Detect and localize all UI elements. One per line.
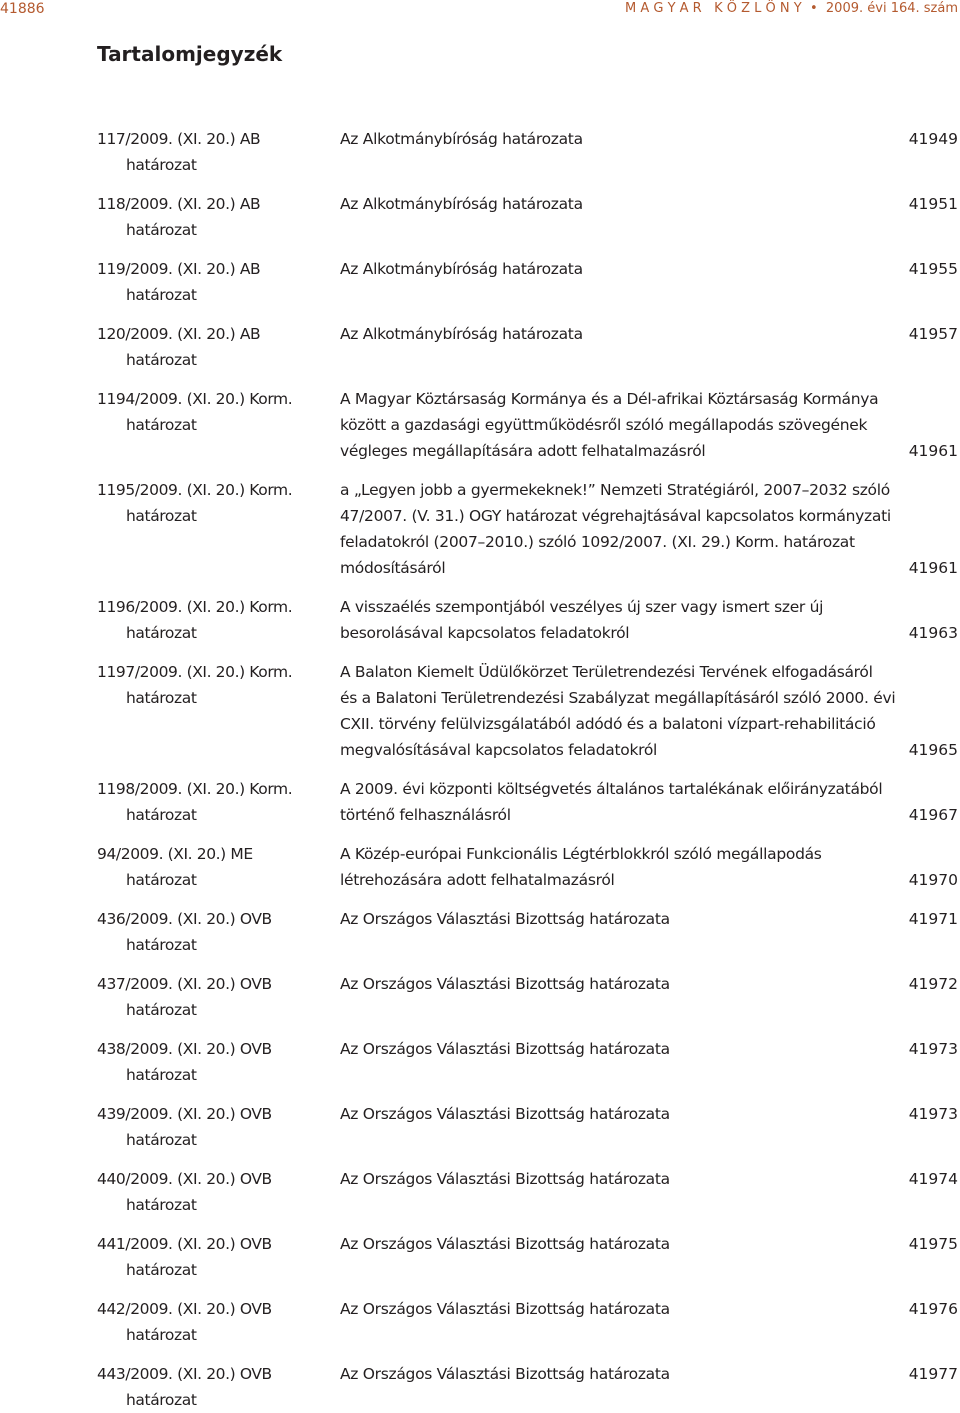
entry-kind: határozat bbox=[126, 936, 197, 954]
entry-kind: határozat bbox=[126, 689, 197, 707]
entry-ref-number: 1196/2009. (XI. 20.) Korm. bbox=[97, 598, 293, 616]
entry-description-line: történő felhasználásról bbox=[340, 806, 511, 824]
toc-entry bbox=[0, 1036, 960, 1088]
entry-kind: határozat bbox=[126, 286, 197, 304]
toc-entry bbox=[0, 126, 960, 178]
entry-reference bbox=[97, 191, 307, 243]
entry-description-line: 47/2007. (V. 31.) OGY határozat végrehajtásával kapcsolatos kormányzati bbox=[340, 507, 891, 525]
entry-description bbox=[340, 321, 860, 347]
entry-description-line: A 2009. évi központi költségvetés általános tartalékának előirányzatából bbox=[340, 780, 883, 798]
entry-description-line: A Balaton Kiemelt Üdülőkörzet Területrendezési Tervének elfogadásáról bbox=[340, 663, 873, 681]
entry-description-line: Az Országos Választási Bizottság határozata bbox=[340, 975, 670, 993]
entry-description bbox=[340, 386, 879, 464]
entry-description-line: Az Alkotmánybíróság határozata bbox=[340, 130, 583, 148]
entry-ref-number: 119/2009. (XI. 20.) AB bbox=[97, 260, 261, 278]
entry-page-number[interactable]: 41974 bbox=[908, 1170, 958, 1188]
entry-description bbox=[340, 477, 891, 581]
entry-page-number[interactable]: 41963 bbox=[908, 624, 958, 642]
entry-ref-number: 437/2009. (XI. 20.) OVB bbox=[97, 975, 272, 993]
entry-ref-number: 441/2009. (XI. 20.) OVB bbox=[97, 1235, 272, 1253]
entry-page-number[interactable]: 41972 bbox=[908, 975, 958, 993]
entry-description-line: Az Országos Választási Bizottság határozata bbox=[340, 910, 670, 928]
entry-reference bbox=[97, 906, 307, 958]
entry-reference bbox=[97, 477, 307, 529]
entry-description-line: Az Országos Választási Bizottság határozata bbox=[340, 1170, 670, 1188]
entry-page-number[interactable]: 41949 bbox=[908, 130, 958, 148]
entry-description bbox=[340, 1166, 860, 1192]
toc-entry bbox=[0, 386, 960, 464]
toc-entry bbox=[0, 256, 960, 308]
entry-kind: határozat bbox=[126, 507, 197, 525]
entry-description bbox=[340, 971, 860, 997]
entry-page-number[interactable]: 41975 bbox=[908, 1235, 958, 1253]
entry-description-line: Az Országos Választási Bizottság határozata bbox=[340, 1105, 670, 1123]
entry-ref-number: 1198/2009. (XI. 20.) Korm. bbox=[97, 780, 293, 798]
toc-entry bbox=[0, 776, 960, 828]
entry-reference bbox=[97, 386, 307, 438]
entry-description-line: Az Országos Választási Bizottság határozata bbox=[340, 1365, 670, 1383]
entry-page-number[interactable]: 41977 bbox=[908, 1365, 958, 1383]
toc-entry bbox=[0, 594, 960, 646]
entry-kind: határozat bbox=[126, 624, 197, 642]
toc-entry bbox=[0, 1231, 960, 1283]
entry-description-line: módosításáról bbox=[340, 559, 446, 577]
entry-description-line: CXII. törvény felülvizsgálatából adódó és a balatoni vízpart-rehabilitáció bbox=[340, 715, 876, 733]
entry-description-line: Az Alkotmánybíróság határozata bbox=[340, 260, 583, 278]
entry-reference bbox=[97, 1231, 307, 1283]
entry-reference bbox=[97, 321, 307, 373]
entry-description-line: Az Országos Választási Bizottság határozata bbox=[340, 1300, 670, 1318]
entry-kind: határozat bbox=[126, 1391, 197, 1409]
entry-kind: határozat bbox=[126, 1131, 197, 1149]
entry-kind: határozat bbox=[126, 806, 197, 824]
entry-description bbox=[340, 1036, 860, 1062]
entry-description-line: létrehozására adott felhatalmazásról bbox=[340, 871, 615, 889]
toc-entry bbox=[0, 1296, 960, 1348]
entry-description-line: A visszaélés szempontjából veszélyes új szer vagy ismert szer új bbox=[340, 598, 824, 616]
entry-page-number[interactable]: 41961 bbox=[908, 442, 958, 460]
entry-page-number[interactable]: 41973 bbox=[908, 1040, 958, 1058]
page-number: 41886 bbox=[0, 1, 45, 17]
entry-kind: határozat bbox=[126, 1066, 197, 1084]
entry-description-line: megvalósításával kapcsolatos feladatokról bbox=[340, 741, 658, 759]
entry-ref-number: 118/2009. (XI. 20.) AB bbox=[97, 195, 261, 213]
toc-entry bbox=[0, 1166, 960, 1218]
entry-description bbox=[340, 1101, 860, 1127]
entry-description-line: A Magyar Köztársaság Kormánya és a Dél-afrikai Köztársaság Kormánya bbox=[340, 390, 879, 408]
entry-page-number[interactable]: 41976 bbox=[908, 1300, 958, 1318]
entry-reference bbox=[97, 1101, 307, 1153]
toc-entry bbox=[0, 321, 960, 373]
entry-reference bbox=[97, 776, 307, 828]
entry-description-line: Az Alkotmánybíróság határozata bbox=[340, 195, 583, 213]
entry-kind: határozat bbox=[126, 1001, 197, 1019]
toc-entry bbox=[0, 191, 960, 243]
entry-kind: határozat bbox=[126, 416, 197, 434]
entry-description bbox=[340, 191, 860, 217]
entry-kind: határozat bbox=[126, 871, 197, 889]
entry-description bbox=[340, 906, 860, 932]
entry-description bbox=[340, 256, 860, 282]
entry-ref-number: 1194/2009. (XI. 20.) Korm. bbox=[97, 390, 293, 408]
entry-ref-number: 94/2009. (XI. 20.) ME bbox=[97, 845, 253, 863]
entry-page-number[interactable]: 41971 bbox=[908, 910, 958, 928]
entry-description-line: Az Országos Választási Bizottság határozata bbox=[340, 1235, 670, 1253]
entry-kind: határozat bbox=[126, 1196, 197, 1214]
page-header bbox=[0, 0, 960, 22]
entry-reference bbox=[97, 594, 307, 646]
entry-page-number[interactable]: 41970 bbox=[908, 871, 958, 889]
entry-page-number[interactable]: 41951 bbox=[908, 195, 958, 213]
toc-entry bbox=[0, 1361, 960, 1413]
entry-description-line: A Közép-európai Funkcionális Légtérblokkról szóló megállapodás bbox=[340, 845, 822, 863]
entry-description bbox=[340, 659, 896, 763]
entry-page-number[interactable]: 41957 bbox=[908, 325, 958, 343]
entry-ref-number: 117/2009. (XI. 20.) AB bbox=[97, 130, 261, 148]
entry-kind: határozat bbox=[126, 156, 197, 174]
entry-reference bbox=[97, 659, 307, 711]
entry-description-line: Az Alkotmánybíróság határozata bbox=[340, 325, 583, 343]
toc-entry bbox=[0, 906, 960, 958]
entry-description-line: feladatokról (2007–2010.) szóló 1092/2007. (XI. 29.) Korm. határozat bbox=[340, 533, 855, 551]
entry-ref-number: 438/2009. (XI. 20.) OVB bbox=[97, 1040, 272, 1058]
entry-description bbox=[340, 126, 860, 152]
toc-entry bbox=[0, 971, 960, 1023]
entry-page-number[interactable]: 41961 bbox=[908, 559, 958, 577]
entry-page-number[interactable]: 41955 bbox=[908, 260, 958, 278]
entry-ref-number: 120/2009. (XI. 20.) AB bbox=[97, 325, 261, 343]
entry-reference bbox=[97, 126, 307, 178]
entry-reference bbox=[97, 1166, 307, 1218]
entry-ref-number: 443/2009. (XI. 20.) OVB bbox=[97, 1365, 272, 1383]
entry-description bbox=[340, 841, 860, 893]
page-title: Tartalomjegyzék bbox=[97, 42, 283, 66]
entry-description-line: besorolásával kapcsolatos feladatokról bbox=[340, 624, 630, 642]
entry-reference bbox=[97, 256, 307, 308]
entry-description bbox=[340, 1361, 860, 1387]
entry-page-number[interactable]: 41965 bbox=[908, 741, 958, 759]
entry-kind: határozat bbox=[126, 221, 197, 239]
entry-reference bbox=[97, 841, 307, 893]
entry-kind: határozat bbox=[126, 351, 197, 369]
entry-description bbox=[340, 776, 883, 828]
toc-entry bbox=[0, 841, 960, 893]
entry-description bbox=[340, 594, 860, 646]
entry-description-line: között a gazdasági együttműködésről szóló megállapodás szövegének bbox=[340, 416, 868, 434]
entry-ref-number: 439/2009. (XI. 20.) OVB bbox=[97, 1105, 272, 1123]
entry-reference bbox=[97, 971, 307, 1023]
entry-page-number[interactable]: 41973 bbox=[908, 1105, 958, 1123]
entry-kind: határozat bbox=[126, 1326, 197, 1344]
entry-ref-number: 440/2009. (XI. 20.) OVB bbox=[97, 1170, 272, 1188]
entry-description bbox=[340, 1296, 860, 1322]
entry-description-line: Az Országos Választási Bizottság határozata bbox=[340, 1040, 670, 1058]
entry-page-number[interactable]: 41967 bbox=[908, 806, 958, 824]
journal-title: M A G Y A R K Ö Z L Ö N Y • 2009. évi 164. szám bbox=[625, 1, 958, 16]
entry-description bbox=[340, 1231, 860, 1257]
toc-entry bbox=[0, 659, 960, 763]
entry-ref-number: 1197/2009. (XI. 20.) Korm. bbox=[97, 663, 293, 681]
entry-ref-number: 1195/2009. (XI. 20.) Korm. bbox=[97, 481, 293, 499]
entry-description-line: végleges megállapítására adott felhatalmazásról bbox=[340, 442, 706, 460]
entry-description-line: és a Balatoni Területrendezési Szabályzat megállapításáról szóló 2000. évi bbox=[340, 689, 896, 707]
entry-ref-number: 442/2009. (XI. 20.) OVB bbox=[97, 1300, 272, 1318]
entry-reference bbox=[97, 1036, 307, 1088]
entry-ref-number: 436/2009. (XI. 20.) OVB bbox=[97, 910, 272, 928]
toc-entry bbox=[0, 477, 960, 581]
entry-reference bbox=[97, 1361, 307, 1413]
entry-description-line: a „Legyen jobb a gyermekeknek!” Nemzeti Stratégiáról, 2007–2032 szóló bbox=[340, 481, 890, 499]
entry-kind: határozat bbox=[126, 1261, 197, 1279]
toc-entry bbox=[0, 1101, 960, 1153]
entry-reference bbox=[97, 1296, 307, 1348]
